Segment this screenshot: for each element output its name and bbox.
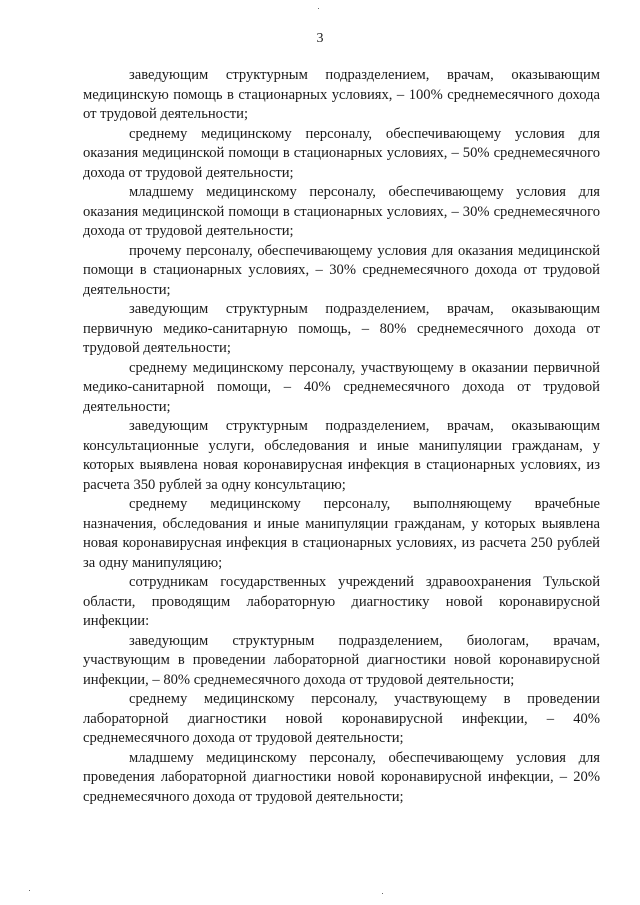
paragraph: сотрудникам государственных учреждений здравоохранения Тульской области, проводящим лабораторную диагностику новой коронавирусной инфекции: <box>83 574 600 629</box>
paragraph: младшему медицинскому персоналу, обеспечивающему условия для проведения лабораторной диагностики новой коронавирусной инфекции, – 20% среднемесячного дохода от трудовой деятельности; <box>83 749 600 805</box>
paragraph: заведующим структурным подразделением, врачам, оказывающим консультационные услуги, обследования и иные манипуляции гражданам, у которых выявлена новая коронавирусная инфекция в стационарных условиях, из расчета 350 рублей за одну консультацию; <box>83 418 600 493</box>
scan-speck <box>382 893 383 894</box>
page-number: 3 <box>316 31 324 46</box>
paragraph: заведующим структурным подразделением, врачам, оказывающим первичную медико-санитарную помощь, – 80% среднемесячного дохода от трудовой деятельности; <box>83 301 600 356</box>
paragraph: среднему медицинскому персоналу, участвующему в оказании первичной медико-санитарной помощи, – 40% среднемесячного дохода от трудовой деятельности; <box>83 359 600 415</box>
paragraph: заведующим структурным подразделением, биологам, врачам, участвующим в проведении лабораторной диагностики новой коронавирусной инфекции, – 80% среднемесячного дохода от трудовой деятельности; <box>83 632 600 688</box>
paragraph: младшему медицинскому персоналу, обеспечивающему условия для оказания медицинской помощи в стационарных условиях, – 30% среднемесячного дохода от трудовой деятельности; <box>83 184 600 239</box>
scan-speck <box>318 8 319 9</box>
document-body <box>83 66 600 807</box>
paragraph: заведующим структурным подразделением, врачам, оказывающим медицинскую помощь в стационарных условиях, – 100% среднемесячного дохода от трудовой деятельности; <box>83 67 600 122</box>
paragraph: среднему медицинскому персоналу, обеспечивающему условия для оказания медицинской помощи в стационарных условиях, – 50% среднемесячного дохода от трудовой деятельности; <box>83 125 600 181</box>
paragraph: среднему медицинскому персоналу, участвующему в проведении лабораторной диагностики новой коронавирусной инфекции, – 40% среднемесячного дохода от трудовой деятельности; <box>83 691 600 746</box>
paragraph: среднему медицинскому персоналу, выполняющему врачебные назначения, обследования и иные манипуляции гражданам, у которых выявлена новая коронавирусная инфекция в стационарных условиях, из расчета 250 рублей за одну манипуляцию; <box>83 496 600 571</box>
paragraph: прочему персоналу, обеспечивающему условия для оказания медицинской помощи в стационарных условиях, – 30% среднемесячного дохода от трудовой деятельности; <box>83 242 600 298</box>
scan-speck <box>29 890 30 891</box>
